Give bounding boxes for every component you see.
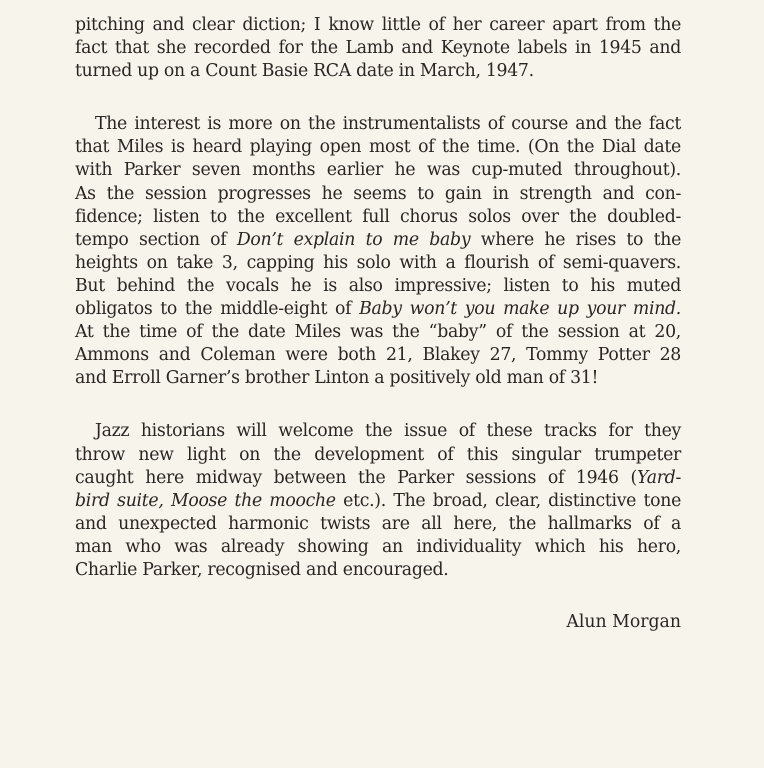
text-segment: with Parker seven months earlier he was cup-muted throughout).: [75, 160, 681, 181]
paragraph-gap: [75, 390, 681, 420]
italic-title: Don’t explain to me baby: [236, 229, 471, 250]
text-line: [75, 113, 681, 136]
text-segment: Ammons and Coleman were both 21, Blakey 27, Tommy Potter 28: [75, 345, 681, 366]
text-segment: man who was already showing an individuality which his hero,: [75, 536, 681, 557]
text-line: [75, 136, 681, 159]
text-segment: and Erroll Garner’s brother Linton a positively old man of 31!: [75, 368, 599, 389]
text-line: [75, 298, 681, 321]
paragraph: [75, 113, 681, 390]
text-segment: Jazz historians will welcome the issue of these tracks for they: [95, 421, 681, 442]
italic-title: bird suite, Moose the mooche: [75, 490, 336, 511]
text-segment: that Miles is heard playing open most of the time. (On the Dial date: [75, 137, 681, 158]
text-line: [75, 183, 681, 206]
italic-title: Yard-: [636, 467, 681, 488]
text-segment: pitching and clear diction; I know little of her career apart from the: [75, 15, 681, 35]
text-segment: turned up on a Count Basie RCA date in March, 1947.: [75, 61, 534, 82]
text-line: [75, 252, 681, 275]
text-line: [75, 60, 681, 83]
text-segment: As the session progresses he seems to gain in strength and con-: [75, 183, 681, 204]
text-line: [75, 344, 681, 367]
text-line: [75, 444, 681, 467]
text-segment: obligatos to the middle-eight of: [75, 299, 360, 320]
text-line: [75, 229, 681, 252]
text-line: [75, 206, 681, 229]
text-segment: The interest is more on the instrumentalists of course and the fact: [95, 114, 681, 135]
text-line: [75, 37, 681, 60]
paragraph: [75, 14, 681, 83]
author-signature: Alun Morgan: [566, 612, 681, 632]
italic-title: Baby won’t you make up your mind.: [359, 299, 681, 320]
text-segment: At the time of the date Miles was the “baby” of the session at 20,: [75, 322, 681, 343]
text-segment: caught here midway between the Parker sessions of 1946 (: [75, 467, 637, 488]
text-segment: etc.). The broad, clear, distinctive tone: [335, 490, 682, 511]
text-line: [75, 275, 681, 298]
text-segment: But behind the vocals he is also impressive; listen to his muted: [75, 275, 681, 296]
document-body: [75, 14, 681, 582]
text-line: [75, 159, 681, 182]
text-segment: Charlie Parker, recognised and encouraged.: [75, 559, 449, 580]
text-line: [75, 559, 681, 582]
text-line: [75, 367, 681, 390]
text-line: [75, 490, 681, 513]
text-segment: throw new light on the development of this singular trumpeter: [75, 444, 681, 465]
text-segment: fidence; listen to the excellent full chorus solos over the doubled-: [75, 206, 681, 227]
paragraph: [75, 420, 681, 582]
text-segment: heights on take 3, capping his solo with a flourish of semi-quavers.: [75, 252, 681, 273]
text-line: [75, 420, 681, 443]
paragraph-gap: [75, 83, 681, 113]
text-segment: fact that she recorded for the Lamb and Keynote labels in 1945 and: [75, 38, 681, 59]
text-segment: where he rises to the: [470, 229, 681, 250]
text-segment: tempo section of: [75, 229, 237, 250]
text-line: [75, 536, 681, 559]
text-segment: and unexpected harmonic twists are all here, the hallmarks of a: [75, 513, 681, 534]
text-line: [75, 467, 681, 490]
text-line: [75, 513, 681, 536]
text-line: [75, 321, 681, 344]
text-line: [75, 14, 681, 37]
